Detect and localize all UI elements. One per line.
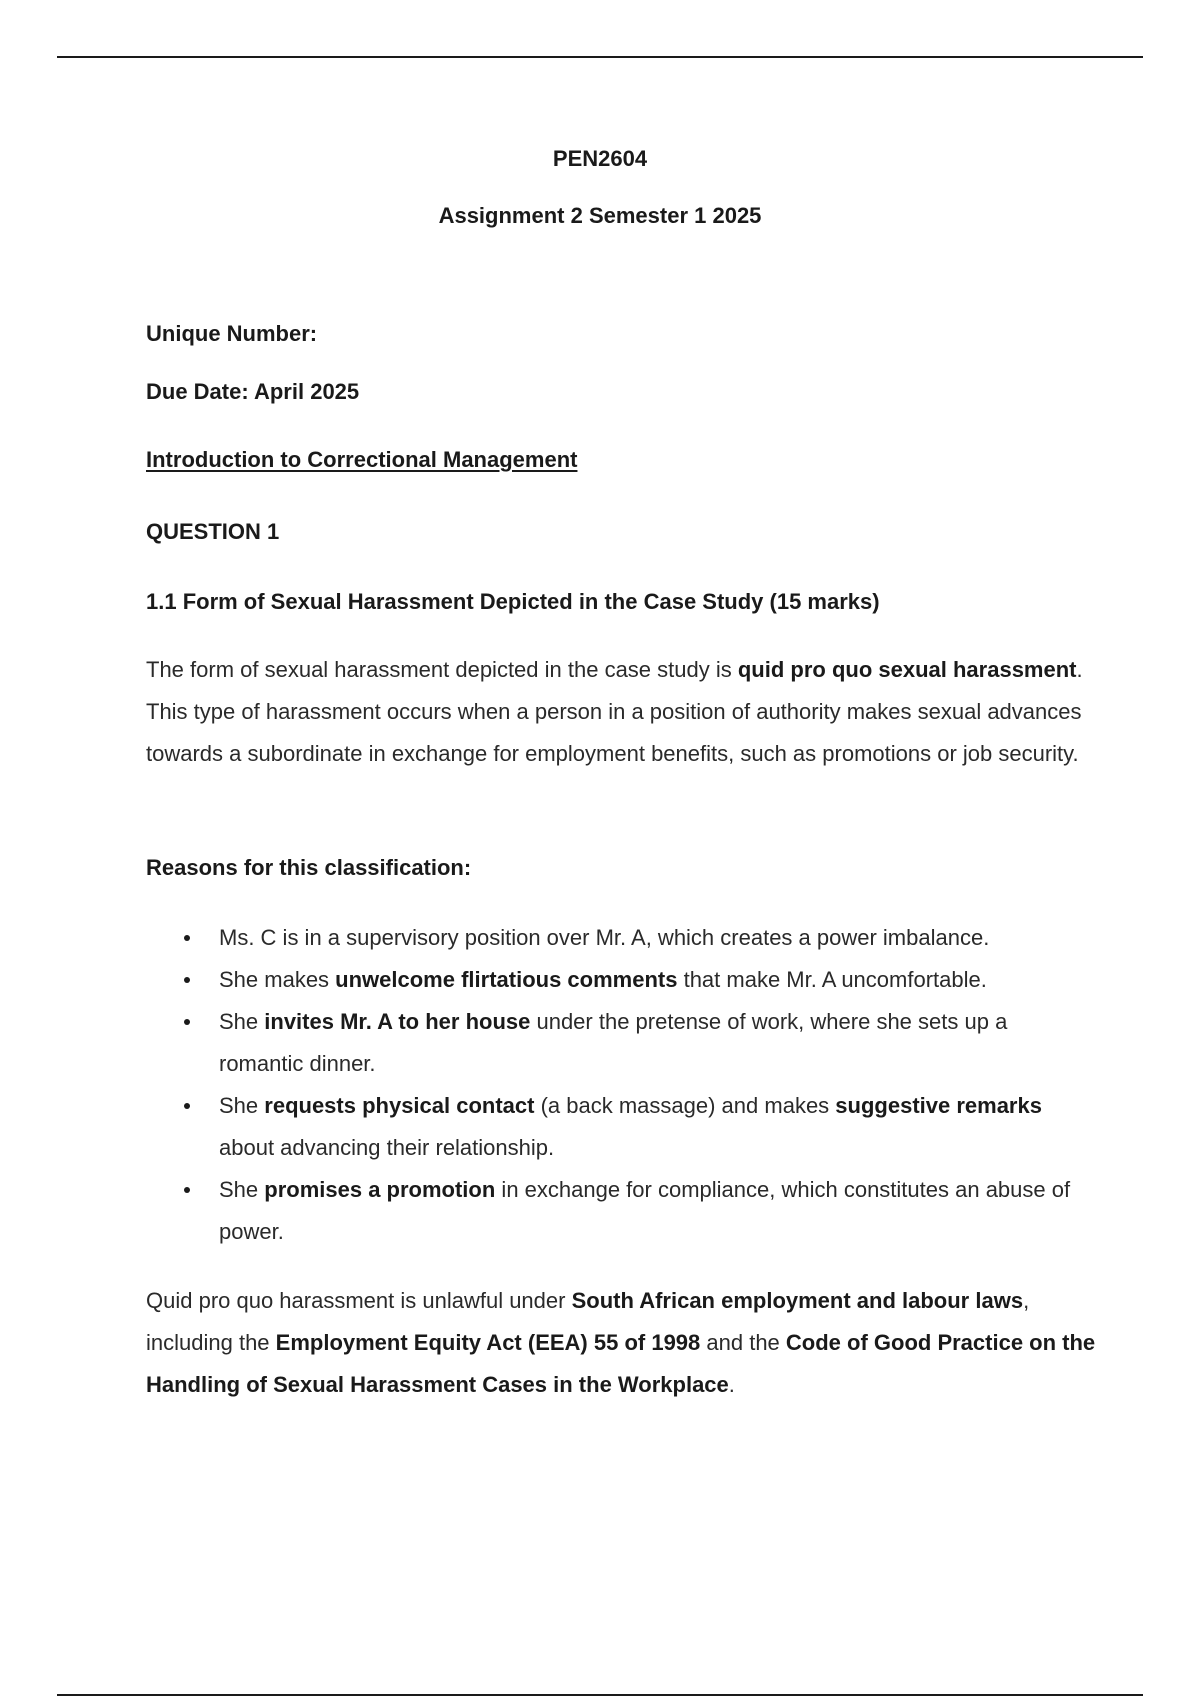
item-bold: promises a promotion (264, 1177, 496, 1202)
question-subtitle: 1.1 Form of Sexual Harassment Depicted in the Case Study (15 marks) (146, 589, 880, 614)
bullet-icon (184, 1103, 190, 1109)
item-text: (a back massage) and makes (534, 1093, 836, 1118)
bullet-icon (184, 1187, 190, 1193)
para-bold: quid pro quo sexual harassment (737, 657, 1077, 682)
item-text: Ms. C is in a supervisory position over Mr. A, which creates a power imbalance. (219, 925, 990, 950)
paragraph-intro (146, 649, 1096, 775)
para-bold: Employment Equity Act (EEA) 55 of 1998 (275, 1330, 701, 1355)
para-text: . (728, 1372, 735, 1397)
item-text: She (219, 1177, 265, 1202)
unique-number-label: Unique Number: (146, 321, 318, 346)
list-item (146, 959, 1096, 1001)
item-text: in exchange for compliance, which constitutes an abuse of power. (219, 1177, 1071, 1244)
para-text: The form of sexual harassment depicted in the case study is (146, 657, 738, 682)
para-text: and the (700, 1330, 786, 1355)
bullet-icon (184, 977, 190, 983)
bullet-icon (184, 1019, 190, 1025)
item-bold: invites Mr. A to her house (264, 1009, 531, 1034)
para-text: Quid pro quo harassment is unlawful under (146, 1288, 572, 1313)
item-bold: requests physical contact (264, 1093, 535, 1118)
item-bold: suggestive remarks (835, 1093, 1042, 1118)
item-bold: unwelcome flirtatious comments (335, 967, 678, 992)
item-text: She (219, 1009, 265, 1034)
question-title: QUESTION 1 (146, 519, 280, 544)
top-divider (57, 56, 1143, 58)
item-text: about advancing their relationship. (219, 1135, 555, 1160)
paragraph-legal (146, 1280, 1096, 1406)
item-text: that make Mr. A uncomfortable. (677, 967, 987, 992)
reasons-list (146, 917, 1096, 1253)
item-text: She makes (219, 967, 336, 992)
bottom-divider (57, 1694, 1143, 1696)
para-text: . This type of harassment occurs when a person in a position of authority makes sexual advances towards a subordinate in exchange for employment benefits, such as promotions or job security. (146, 657, 1083, 766)
list-item (146, 1169, 1096, 1253)
bullet-icon (184, 935, 190, 941)
due-date: Due Date: April 2025 (146, 379, 360, 404)
list-item (146, 1001, 1096, 1085)
course-name (146, 447, 1096, 473)
assignment-title: Assignment 2 Semester 1 2025 (438, 203, 762, 228)
course-code: PEN2604 (552, 146, 648, 171)
reasons-heading: Reasons for this classification: (146, 855, 472, 880)
item-text: She (219, 1093, 265, 1118)
list-item (146, 1085, 1096, 1169)
para-bold: South African employment and labour laws (571, 1288, 1024, 1313)
para-bold: Code of Good Practice on the Handling of Sexual Harassment Cases in the Workplace (146, 1330, 1096, 1397)
course-name-text: Introduction to Correctional Management (146, 447, 578, 472)
item-text: under the pretense of work, where she sets up a romantic dinner. (219, 1009, 1008, 1076)
list-item (146, 917, 1096, 959)
para-text: , including the (146, 1288, 1030, 1355)
